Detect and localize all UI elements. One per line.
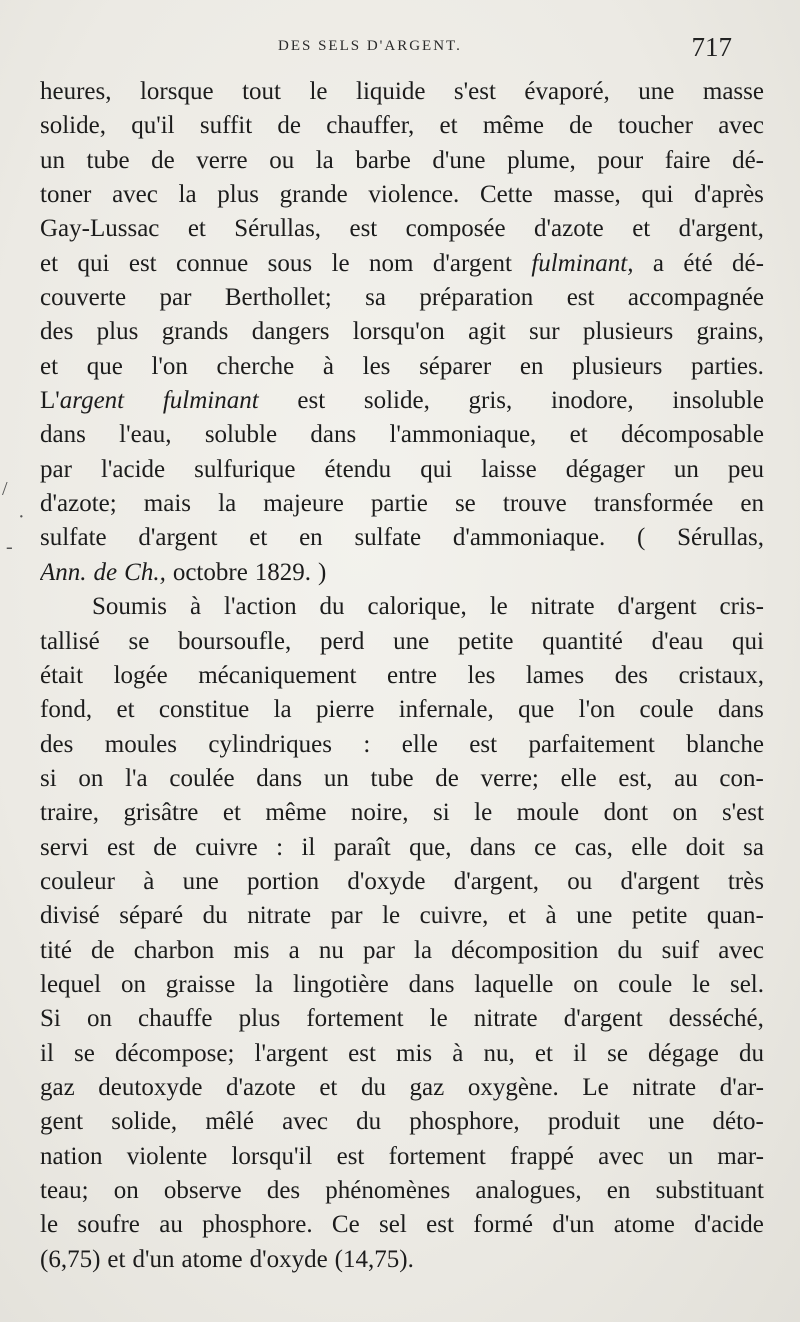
text-line: gaz deutoxyde d'azote et du gaz oxygène. Le nitrate d'ar- — [40, 1073, 764, 1101]
text-line: divisé séparé du nitrate par le cuivre, et à une petite quan- — [40, 902, 764, 930]
body-text — [40, 75, 764, 1277]
text-line: si on l'a coulée dans un tube de verre; elle est, au con- — [40, 764, 764, 792]
text-line: d'azote; mais la majeure partie se trouve transformée en — [40, 490, 764, 518]
text-line: Gay-Lussac et Sérullas, est composée d'azote et d'argent, — [40, 215, 764, 243]
text-line: fond, et constitue la pierre infernale, que l'on coule dans — [40, 696, 764, 724]
margin-mark: - — [6, 536, 13, 558]
text-line: lequel on graisse la lingotière dans laquelle on coule le sel. — [40, 970, 764, 998]
text-line: un tube de verre ou la barbe d'une plume, pour faire dé- — [40, 146, 764, 174]
text-line: Soumis à l'action du calorique, le nitrate d'argent cris- — [92, 593, 764, 621]
text-line: couverte par Berthollet; sa préparation est accompagnée — [40, 284, 764, 312]
margin-mark: · — [18, 506, 25, 528]
text-line: heures, lorsque tout le liquide s'est évaporé, une masse — [40, 78, 764, 105]
text-line: Si on chauffe plus fortement le nitrate d'argent desséché, — [40, 1005, 764, 1033]
text-line: et qui est connue sous le nom d'argent fulminant, a été dé- — [40, 249, 764, 277]
text-line: servi est de cuivre : il paraît que, dans ce cas, elle doit sa — [40, 833, 764, 861]
page-header — [0, 28, 800, 68]
text-line: tallisé se boursoufle, perd une petite quantité d'eau qui — [40, 627, 764, 655]
text-line: toner avec la plus grande violence. Cette masse, qui d'après — [40, 181, 764, 209]
text-line: des moules cylindriques : elle est parfaitement blanche — [40, 730, 764, 758]
text-line: par l'acide sulfurique étendu qui laisse dégager un peu — [40, 455, 764, 483]
page-number: 717 — [691, 32, 732, 62]
text-line: le soufre au phosphore. Ce sel est formé d'un atome d'acide — [40, 1211, 764, 1239]
text-line: couleur à une portion d'oxyde d'argent, ou d'argent très — [40, 867, 764, 895]
text-line: (6,75) et d'un atome d'oxyde (14,75). — [40, 1245, 414, 1273]
text-line: solide, qu'il suffit de chauffer, et même de toucher avec — [40, 112, 764, 140]
text-line: L'argent fulminant est solide, gris, inodore, insoluble — [40, 387, 764, 415]
running-title: DES SELS D'ARGENT. — [278, 38, 462, 54]
text-line: et que l'on cherche à les séparer en plusieurs parties. — [40, 352, 764, 380]
margin-mark: / — [2, 478, 8, 500]
text-line: tité de charbon mis a nu par la décomposition du suif avec — [40, 936, 764, 964]
text-line: teau; on observe des phénomènes analogues, en substituant — [40, 1177, 764, 1204]
text-line: il se décompose; l'argent est mis à nu, et il se dégage du — [40, 1039, 764, 1067]
text-line: Ann. de Ch., octobre 1829. ) — [40, 558, 327, 586]
text-line: des plus grands dangers lorsqu'on agit sur plusieurs grains, — [40, 318, 764, 346]
text-line: gent solide, mêlé avec du phosphore, produit une déto- — [40, 1108, 764, 1136]
text-line: était logée mécaniquement entre les lames des cristaux, — [40, 661, 764, 689]
text-line: sulfate d'argent et en sulfate d'ammoniaque. ( Sérullas, — [40, 524, 764, 552]
text-line: dans l'eau, soluble dans l'ammoniaque, et décomposable — [40, 421, 764, 449]
text-line: traire, grisâtre et même noire, si le moule dont on s'est — [40, 799, 764, 827]
text-line: nation violente lorsqu'il est fortement frappé avec un mar- — [40, 1142, 764, 1170]
